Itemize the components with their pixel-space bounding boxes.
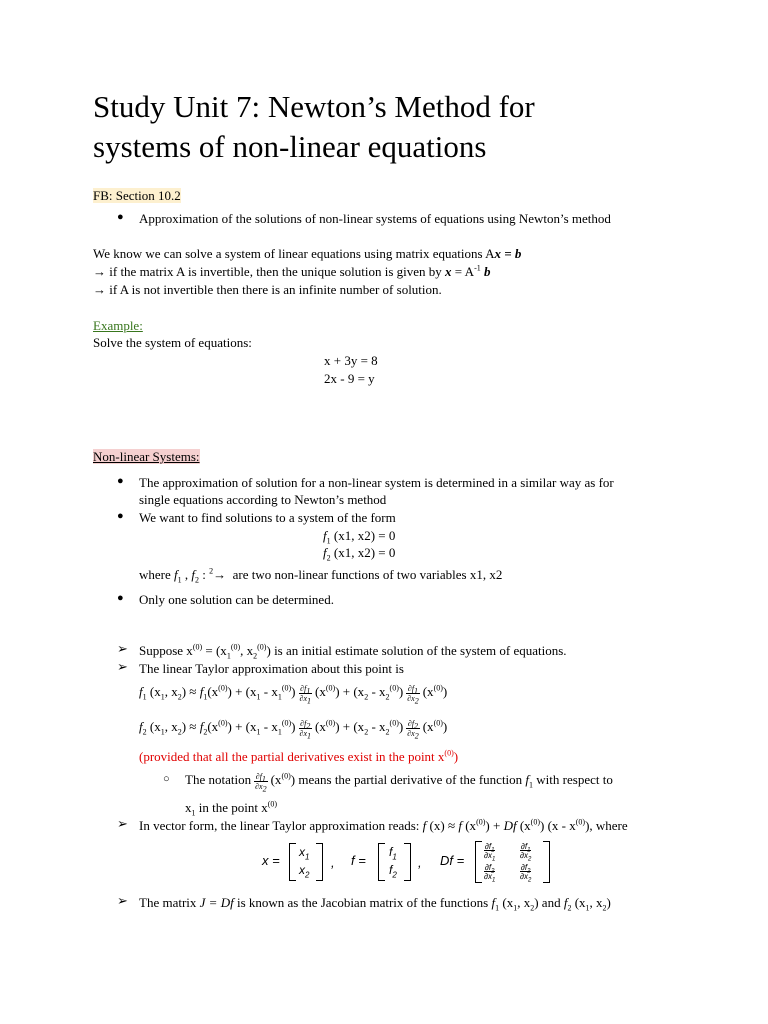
taylor-eq-2: $f_2$ ($x_1$, $x_2) \approx f_2(x^{(0)}) + (x_1 - x_1^{(0)})$ $\frac{\partial f_2}{\partial x_1}$ $(x^{(0)}) + (x_2 - x_2^{(0)})$ $\frac{\partial f_2}{\partial x_2}$ $(x^{(0)})$ [139,718,448,741]
title-line-2: systems of non-linear equations [93,129,487,164]
fb-section: FB: Section 10.2 [93,188,181,203]
bullet-intro: Approximation of the solutions of non-linear systems of equations using Newton’s method [139,211,611,226]
nl-bullet-1-line-2: single equations according to Newton’s method [139,492,387,507]
bullet-dot: ● [117,211,124,223]
document-page: Study Unit 7: Newton’s Method for systems of non-linear equations FB: Section 10.2 ● Approximation of the solutions of non-linear systems of equations using Newton’s method We know we can solve a system of linear equations using matrix equations Ax = b → if the matrix A is invertible, then the unique solution is given by $x = A^{-1}$ b → if A is not invertible then there is an infinite number of solution. Example: Solve the system of equations: x + 3y = 8 2x - 9 = y Non-linear Systems: ● The approximation of solution for a non-linear system is determined in a similar way as for single equations according to Newton’s method ● We want to find solutions to a system of the form $f_1$ (x1, x2) = 0 $f_2$ (x1, x2) = 0 where $f_1$ , $f_2$ : $^2$→ are two non-linear functions of two variables x1, x2 ● Only one solution can be determined. ➢ Suppose $x^{(0)} = (x_1^{(0)}$, $x_2^{(0)}$) is an initial estimate solution of the system of equations. ➢ The linear Taylor approximation about this point is $f_1$ ($x_1$, $x_2) \approx f_1(x^{(0)}) + (x_1 - x_1^{(0)})$ $\frac{\partial f_1}{\partial x_1}$ $(x^{(0)}) + (x_2 - x_2^{(0)})$ $\frac{\partial f_1}{\partial x_2}$ $(x^{(0)})$ $f_2$ ($x_1$, $x_2) \approx f_2(x^{(0)}) + (x_1 - x_1^{(0)})$ $\frac{\partial f_2}{\partial x_1}$ $(x^{(0)}) + (x_2 - x_2^{(0)})$ $\frac{\partial f_2}{\partial x_2}$ $(x^{(0)})$ (provided that all the partial derivatives exist in the point $x^{(0)}$) ○ The notation $\frac{\partial f_1}{\partial x_2}$ $(x^{(0)})$ means the partial derivative of the function $f_1$ with respect to $x_1$ in the point $x^{(0)}$ ➢ In vector form, the linear Taylor approximation reads: f (x) ≈ f $(x^{(0)}) + Df$ $(x^{(0)})$ $(x - x^{(0)})$, where x = $x_1$ $x_2$ , f = $f_1$ $f_2$ , Df = $\partial f_1$ $\partial x_1$ $\partial f_1$ $\partial x_2$ $\partial f_2$ $\partial x_1$ $\partial f_2$ $\partial x_2$ ➢ The matrix J = Df is known as the Jacobian matrix of the functions $f_1$ ($x_1$, $x_2$) and $f_2$ ($x_1$, $x_2$) [93,89,628,913]
linear-line-2: → if the matrix A is invertible, then the unique solution is given by $x = A^{-1}$ b [93,263,491,279]
taylor-eq-1: $f_1$ ($x_1$, $x_2) \approx f_1(x^{(0)}) + (x_1 - x_1^{(0)})$ $\frac{\partial f_1}{\partial x_1}$ $(x^{(0)}) + (x_2 - x_2^{(0)})$ $\frac{\partial f_1}{\partial x_2}$ $(x^{(0)})$ [139,683,448,706]
equation-1: x + 3y = 8 [324,353,378,368]
arrowhead-bullet-icon: ➢ [117,659,128,674]
taylor-intro: The linear Taylor approximation about this point is [139,661,404,676]
jacobian-line: The matrix J = Df is known as the Jacobian matrix of the functions $f_1$ ($x_1$, $x_2$) and $f_2$ ($x_1$, $x_2$) [139,895,611,913]
system-eq-1: $f_1$ (x1, x2) = 0 [323,528,396,546]
system-eq-2: $f_2$ (x1, x2) = 0 [323,545,396,563]
suppose-line: Suppose $x^{(0)} = (x_1^{(0)}$, $x_2^{(0)}$) is an initial estimate solution of the system of equations. [139,642,567,661]
notation-line-2: $x_1$ in the point $x^{(0)}$ [185,799,278,818]
bullet-dot: ● [117,592,124,604]
bullet-dot: ● [117,510,124,522]
vector-form-line: In vector form, the linear Taylor approximation reads: f (x) ≈ f $(x^{(0)}) + Df$ $(x^{(0)})$ $(x - x^{(0)})$, where [139,817,628,833]
where-line: where $f_1$ , $f_2$ : $^2$→ are two non-linear functions of two variables x1, x2 [139,566,503,585]
arrowhead-bullet-icon: ➢ [117,893,128,908]
provided-note: (provided that all the partial derivatives exist in the point $x^{(0)}$) [139,748,459,764]
equation-2: 2x - 9 = y [324,371,375,386]
bullet-dot: ● [117,475,124,487]
title-line-1: Study Unit 7: Newton’s Method for [93,89,535,124]
linear-line-1: We know we can solve a system of linear equations using matrix equations Ax = b [93,246,522,261]
circle-bullet: ○ [163,773,170,785]
nonlinear-heading: Non-linear Systems: [93,449,200,464]
nl-bullet-2: We want to find solutions to a system of the form [139,510,396,525]
example-text: Solve the system of equations: [93,335,252,350]
nl-bullet-3: Only one solution can be determined. [139,592,334,607]
linear-line-3: → if A is not invertible then there is an infinite number of solution. [93,282,442,297]
nl-bullet-1-line-1: The approximation of solution for a non-linear system is determined in a similar way as for [139,475,614,490]
arrowhead-bullet-icon: ➢ [117,641,128,656]
arrowhead-bullet-icon: ➢ [117,816,128,831]
example-label: Example: [93,318,143,333]
notation-line: The notation $\frac{\partial f_1}{\partial x_2}$ $(x^{(0)})$ means the partial derivative of the function $f_1$ with respect to [185,771,613,794]
